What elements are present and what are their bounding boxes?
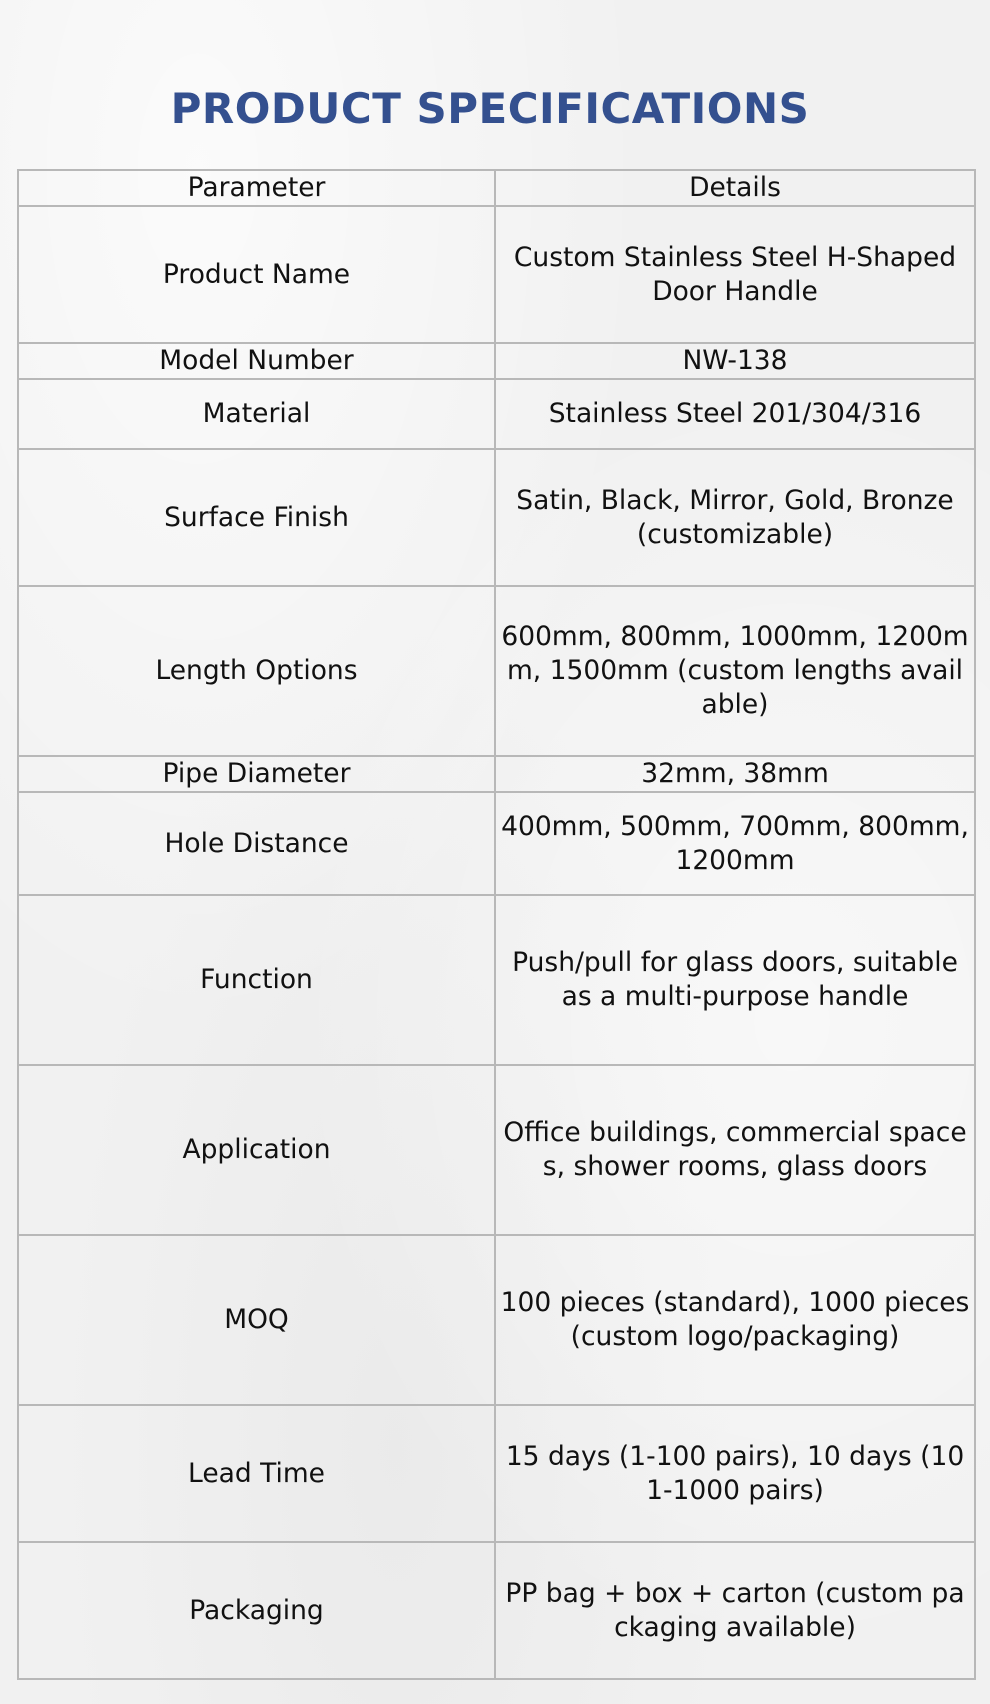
- parameter-cell: Application: [18, 1065, 495, 1235]
- details-cell: 32mm, 38mm: [495, 756, 975, 792]
- details-cell: 400mm, 500mm, 700mm, 800mm, 1200mm: [495, 792, 975, 895]
- parameter-cell: Length Options: [18, 586, 495, 756]
- parameter-cell: Packaging: [18, 1542, 495, 1679]
- details-cell: 100 pieces (standard), 1000 pieces (custom logo/packaging): [495, 1235, 975, 1405]
- details-cell: Custom Stainless Steel H-Shaped Door Handle: [495, 206, 975, 343]
- details-cell: Stainless Steel 201/304/316: [495, 379, 975, 449]
- table-row: [18, 756, 975, 792]
- details-cell: Push/pull for glass doors, suitable as a multi-purpose handle: [495, 895, 975, 1065]
- parameter-cell: Surface Finish: [18, 449, 495, 586]
- parameter-cell: Hole Distance: [18, 792, 495, 895]
- details-cell: Satin, Black, Mirror, Gold, Bronze (customizable): [495, 449, 975, 586]
- details-cell: 15 days (1-100 pairs), 10 days (101-1000 pairs): [495, 1405, 975, 1542]
- table-row: [18, 1065, 975, 1235]
- details-cell: NW-138: [495, 343, 975, 379]
- parameter-cell: Lead Time: [18, 1405, 495, 1542]
- table-row: [18, 343, 975, 379]
- parameter-cell: Material: [18, 379, 495, 449]
- details-cell: PP bag + box + carton (custom packaging available): [495, 1542, 975, 1679]
- table-row: [18, 1542, 975, 1679]
- table-row: [18, 206, 975, 343]
- parameter-cell: MOQ: [18, 1235, 495, 1405]
- parameter-cell: Function: [18, 895, 495, 1065]
- parameter-cell: Product Name: [18, 206, 495, 343]
- column-header-parameter: Parameter: [18, 170, 495, 206]
- page-title: PRODUCT SPECIFICATIONS: [170, 84, 810, 133]
- table-row: [18, 379, 975, 449]
- table-header-row: [18, 170, 975, 206]
- table-row: [18, 449, 975, 586]
- details-cell: Office buildings, commercial spaces, shower rooms, glass doors: [495, 1065, 975, 1235]
- table-row: [18, 586, 975, 756]
- parameter-cell: Pipe Diameter: [18, 756, 495, 792]
- table-row: [18, 895, 975, 1065]
- specifications-table: [17, 169, 976, 1680]
- column-header-details: Details: [495, 170, 975, 206]
- parameter-cell: Model Number: [18, 343, 495, 379]
- table-row: [18, 1405, 975, 1542]
- details-cell: 600mm, 800mm, 1000mm, 1200mm, 1500mm (custom lengths available): [495, 586, 975, 756]
- table-row: [18, 792, 975, 895]
- table-row: [18, 1235, 975, 1405]
